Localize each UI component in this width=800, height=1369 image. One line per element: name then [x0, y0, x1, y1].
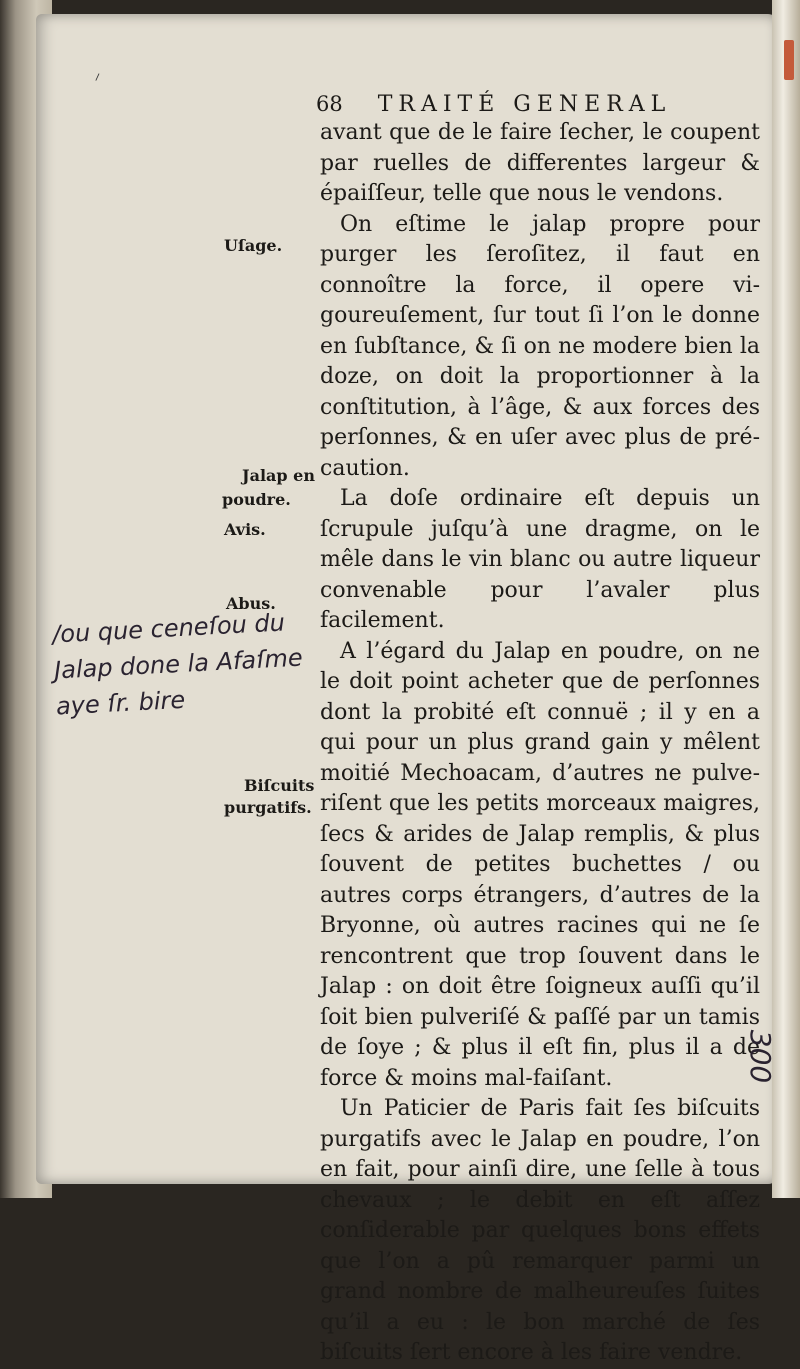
margin-note-biscuits-1: Biſcuits: [244, 776, 315, 795]
paragraph-5: Un Paticier de Paris fait ſes biſcuits purgatifs avec le Jalap en poudre, l’on en fait, pour ainſi dire, une ſelle à tous chevaux ; le debit en eſt aſſez conſiderable par quelques bons effets que l’on a pû remarquer parmi un grand nombre de malheureuſes ſuites qu’il a eu : le bon marché de ſes biſcuits ſert encore à les faire vendre.: [320, 1096, 760, 1365]
margin-note-jalap-1: Jalap en: [242, 466, 315, 485]
page-number: 68: [316, 92, 343, 116]
page-edge: [772, 0, 800, 1198]
main-text: [320, 118, 760, 1369]
margin-note-usage: Uſage.: [224, 236, 283, 255]
paragraph-3: La doſe ordinaire eſt depuis un ſcrupule juſqu’à une dragme, on le mêle dans le vin blanc ou autre liqueur convenable pour l’avaler plus facilement.: [320, 486, 760, 633]
handwritten-annotation: /ou que ceneſou du Jalap done la Afaſme aye ſr. bire: [51, 608, 304, 721]
margin-note-avis: Avis.: [224, 520, 266, 539]
paragraph-1: avant que de le faire ſecher, le coupent par ruelles de differentes largeur & épaiſſeur, telle que nous le vendons.: [320, 120, 760, 206]
margin-note-biscuits-2: purgatifs.: [224, 798, 312, 817]
handwritten-number: 300: [744, 1029, 778, 1084]
paragraph-4: A l’égard du Jalap en poudre, on ne le doit point acheter que de perſonnes dont la probité eſt connuë ; il y en a qui pour un plus grand gain y mêlent moitié Mechoacam, d’autres ne pulveriſent que les petits morceaux maigres, ſecs & arides de Jalap remplis, & plus ſouvent de petites buchettes / ou autres corps étrangers, d’autres de la Bryonne, où autres racines qui ne ſe rencontrent que trop ſouvent dans le Jalap : on doit être ſoigneux auſſi qu’il ſoit bien pulveriſé & paſſé par un tamis de ſoye ; & plus il eſt fin, plus il a de force & moins mal-faiſant.: [320, 638, 760, 1091]
running-title: TRAITÉ GENERAL: [377, 92, 672, 117]
running-header: [316, 92, 736, 117]
margin-note-abus: Abus.: [226, 594, 276, 613]
pen-tick-mark: ⸝: [89, 63, 104, 84]
paragraph-2: On eſtime le jalap propre pour purger les ſeroſitez, il faut en connoître la force, il opere vigoureuſement, ſur tout ſi l’on le donne en ſubſtance, & ſi on ne modere bien la doze, on doit la proportionner à la conſtitution, à l’âge, & aux forces des perſonnes, & en uſer avec plus de précaution.: [320, 211, 760, 481]
margin-note-jalap-2: poudre.: [222, 490, 291, 509]
page-tab-mark: [784, 40, 794, 80]
